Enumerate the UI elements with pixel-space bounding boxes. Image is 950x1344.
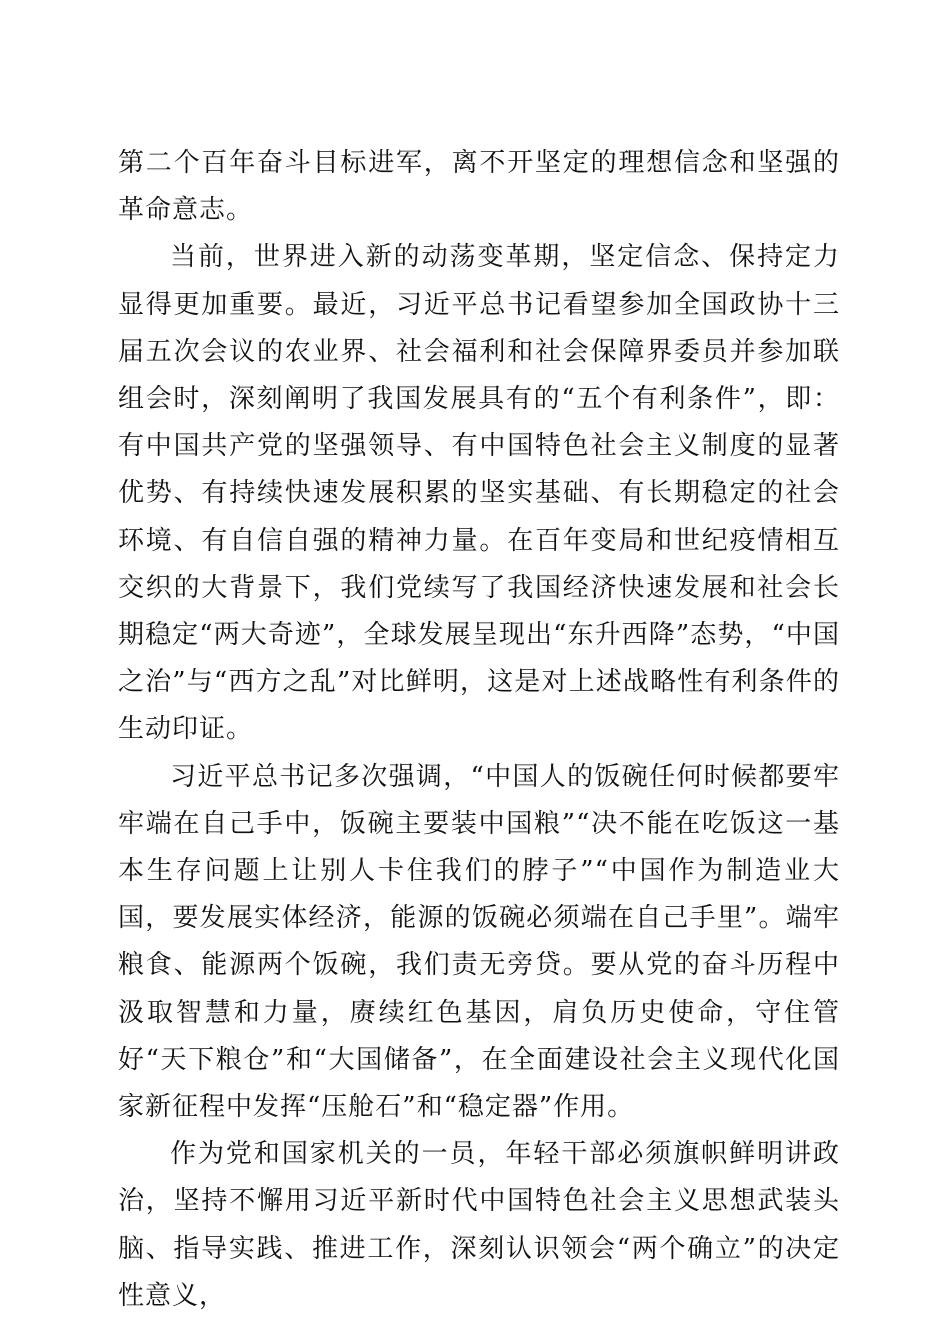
- paragraph: 习近平总书记多次强调，“中国人的饭碗任何时候都要牢牢端在自己手中，饭碗主要装中国粮”“决不能在吃饭这一基本生存问题上让别人卡住我们的脖子”“中国作为制造业大国，要发展实体经济，能源的饭碗必须端在自己手里”。端牢粮食、能源两个饭碗，我们责无旁贷。要从党的奋斗历程中汲取智慧和力量，赓续红色基因，肩负历史使命，守住管好“天下粮仓”和“大国储备”，在全面建设社会主义现代化国家新征程中发挥“压舱石”和“稳定器”作用。: [118, 761, 840, 1123]
- paragraph-continued: 第二个百年奋斗目标进军，离不开坚定的理想信念和坚强的革命意志。: [118, 148, 840, 226]
- paragraph: 当前，世界进入新的动荡变革期，坚定信念、保持定力显得更加重要。最近，习近平总书记看望参加全国政协十三届五次会议的农业界、社会福利和社会保障界委员并参加联组会时，深刻阐明了我国发展具有的“五个有利条件”，即：有中国共产党的坚强领导、有中国特色社会主义制度的显著优势、有持续快速发展积累的坚实基础、有长期稳定的社会环境、有自信自强的精神力量。在百年变局和世纪疫情相互交织的大背景下，我们党续写了我国经济快速发展和社会长期稳定“两大奇迹”，全球发展呈现出“东升西降”态势，“中国之治”与“西方之乱”对比鲜明，这是对上述战略性有利条件的生动印证。: [118, 242, 840, 745]
- document-body: [118, 140, 840, 1320]
- paragraph: 作为党和国家机关的一员，年轻干部必须旗帜鲜明讲政治，坚持不懈用习近平新时代中国特色社会主义思想武装头脑、指导实践、推进工作，深刻认识领会“两个确立”的决定性意义，: [118, 1139, 840, 1311]
